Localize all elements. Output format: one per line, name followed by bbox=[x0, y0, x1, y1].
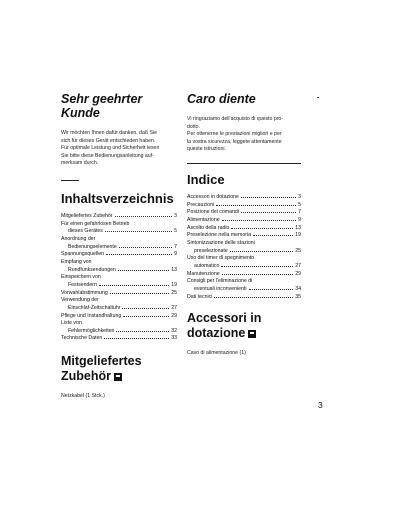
toc-entry-title: automatico bbox=[194, 262, 220, 269]
toc-entry-page: 7 bbox=[298, 209, 301, 216]
toc-entry bbox=[187, 217, 301, 225]
toc-leader-dots bbox=[230, 251, 293, 252]
toc-entry bbox=[187, 232, 301, 240]
toc-entry-title: Pflege und Instandhaltung bbox=[61, 312, 122, 319]
toc-entry-title: Rundfunksendungen bbox=[68, 266, 116, 273]
intro-line: queste istruzioni. bbox=[187, 146, 226, 153]
italian-toc bbox=[187, 194, 301, 301]
toc-entry-page: 33 bbox=[171, 335, 177, 342]
toc-leader-dots bbox=[122, 308, 169, 309]
toc-leader-dots bbox=[249, 289, 294, 290]
toc-entry-page: 19 bbox=[171, 281, 177, 288]
toc-leader-dots bbox=[221, 266, 293, 267]
toc-entry-page: 29 bbox=[295, 270, 301, 277]
section-divider bbox=[187, 163, 301, 164]
toc-leader-dots bbox=[116, 331, 169, 332]
toc-leader-dots bbox=[214, 297, 293, 298]
italian-accessories-item: Cavo di alimentazione (1) bbox=[187, 350, 246, 357]
toc-leader-dots bbox=[231, 228, 293, 229]
german-greeting bbox=[61, 92, 177, 120]
toc-leader-dots bbox=[253, 235, 293, 236]
toc-entry bbox=[187, 271, 301, 279]
print-speck bbox=[317, 97, 319, 98]
toc-leader-dots bbox=[216, 205, 296, 206]
toc-entry bbox=[61, 259, 177, 267]
toc-entry-title: Posizione dei comandi bbox=[187, 209, 239, 216]
toc-entry-page: 32 bbox=[171, 327, 177, 334]
toc-leader-dots bbox=[104, 338, 169, 339]
toc-entry-page: 3 bbox=[298, 193, 301, 200]
toc-entry-title: Dati tecnici bbox=[187, 293, 213, 300]
toc-entry bbox=[61, 236, 177, 244]
toc-entry-page: 34 bbox=[295, 285, 301, 292]
toc-entry bbox=[61, 290, 177, 298]
toc-entry bbox=[187, 278, 301, 286]
toc-entry-page: 13 bbox=[295, 224, 301, 231]
toc-entry-page: 27 bbox=[171, 304, 177, 311]
intro-line: Sie bitte diese Bedienungsanleitung auf- bbox=[61, 152, 154, 159]
accessory-box-icon bbox=[248, 330, 256, 338]
page-number: 3 bbox=[318, 400, 323, 410]
toc-entry bbox=[61, 213, 177, 221]
toc-entry bbox=[61, 251, 177, 259]
italian-greeting: Caro diente bbox=[187, 92, 256, 106]
toc-entry-title: Alimentazione bbox=[187, 216, 220, 223]
toc-entry-page: 7 bbox=[174, 243, 177, 250]
toc-entry bbox=[187, 263, 301, 271]
toc-entry bbox=[61, 313, 177, 321]
toc-entry-page: 9 bbox=[174, 251, 177, 258]
accessory-box-icon bbox=[114, 373, 122, 381]
german-accessories-line1: Mitgeliefertes bbox=[61, 354, 142, 369]
german-accessories-line2: Zubehör bbox=[61, 369, 111, 384]
toc-leader-dots bbox=[115, 216, 172, 217]
toc-entry bbox=[61, 328, 177, 336]
toc-entry-title: dieses Gerätes bbox=[68, 228, 103, 235]
toc-entry-title: Verwendung der bbox=[61, 297, 99, 304]
toc-entry-title: Sintonizzazione delle stazioni bbox=[187, 239, 255, 246]
toc-entry bbox=[187, 194, 301, 202]
german-toc-title: Inhaltsverzeichnis bbox=[61, 190, 174, 206]
italian-accessories-title bbox=[187, 311, 301, 341]
toc-entry-title: Vorwahlabstimmung bbox=[61, 289, 108, 296]
intro-line: Für optimale Leistung und Sicherheit lesen bbox=[61, 145, 160, 152]
toc-entry-page: 25 bbox=[171, 289, 177, 296]
toc-entry-title: Für einen gefahrlosen Betrieb bbox=[61, 220, 130, 227]
toc-entry-title: Spannungsquellen bbox=[61, 251, 104, 258]
toc-entry-title: Preselezione nella memoria bbox=[187, 232, 252, 239]
german-intro bbox=[61, 130, 177, 168]
toc-leader-dots bbox=[118, 270, 169, 271]
german-accessories-item: Netzkabel (1 Stck.) bbox=[61, 393, 105, 400]
toc-entry-title: Einschlaf-Zeitschaltuhr bbox=[68, 304, 121, 311]
toc-leader-dots bbox=[222, 274, 294, 275]
toc-entry bbox=[61, 305, 177, 313]
toc-entry-title: Accessori in dotazione bbox=[187, 193, 239, 200]
toc-entry-title: Uso del timer di spegnimento bbox=[187, 255, 255, 262]
toc-entry bbox=[187, 286, 301, 294]
toc-entry-page: 27 bbox=[295, 262, 301, 269]
toc-entry-page: 3 bbox=[174, 212, 177, 219]
toc-entry bbox=[187, 248, 301, 256]
intro-line: Per ottenerne le prestazioni migliori e per bbox=[187, 131, 282, 138]
toc-leader-dots bbox=[105, 231, 172, 232]
toc-entry bbox=[187, 202, 301, 210]
toc-entry bbox=[61, 228, 177, 236]
toc-leader-dots bbox=[222, 220, 297, 221]
toc-entry-title: Bedienungselemente bbox=[68, 243, 117, 250]
toc-entry bbox=[187, 225, 301, 233]
german-toc bbox=[61, 213, 177, 343]
toc-entry-page: 9 bbox=[298, 216, 301, 223]
toc-leader-dots bbox=[110, 293, 170, 294]
italian-intro bbox=[187, 116, 301, 154]
toc-entry bbox=[61, 244, 177, 252]
toc-entry-title: Mitgeliefertes Zubehör bbox=[61, 212, 113, 219]
german-greeting-line2: Kunde bbox=[61, 106, 100, 120]
toc-entry-page: 5 bbox=[298, 201, 301, 208]
toc-leader-dots bbox=[99, 285, 169, 286]
german-column bbox=[61, 92, 177, 400]
toc-entry bbox=[61, 282, 177, 290]
toc-leader-dots bbox=[106, 254, 172, 255]
toc-entry bbox=[61, 274, 177, 282]
intro-line: merksam durch. bbox=[61, 160, 99, 167]
toc-entry-title: preselezionate bbox=[194, 247, 228, 254]
toc-entry bbox=[61, 221, 177, 229]
toc-entry bbox=[61, 297, 177, 305]
toc-entry-title: Fehlermöglichkeiten bbox=[68, 327, 115, 334]
toc-entry bbox=[61, 267, 177, 275]
toc-entry-title: Precauzioni bbox=[187, 201, 215, 208]
italian-accessories-line2: dotazione bbox=[187, 326, 246, 341]
intro-line: Vi ringraziamo dell'acquisto di questo pro- bbox=[187, 116, 284, 122]
toc-entry-page: 19 bbox=[295, 232, 301, 239]
toc-entry bbox=[61, 335, 177, 343]
italian-column bbox=[187, 92, 301, 357]
toc-entry-title: Liste von bbox=[61, 320, 82, 327]
toc-entry-page: 25 bbox=[295, 247, 301, 254]
intro-line: dotto. bbox=[187, 123, 200, 130]
toc-entry-title: Festsendern bbox=[68, 281, 97, 288]
german-greeting-line1: Sehr geehrter bbox=[61, 92, 143, 106]
toc-entry-title: Consigli per l'eliminazione di bbox=[187, 278, 253, 285]
toc-entry bbox=[187, 209, 301, 217]
toc-entry-title: Ascolto della radio bbox=[187, 224, 230, 231]
toc-entry-title: Technische Daten bbox=[61, 335, 103, 342]
toc-leader-dots bbox=[241, 197, 296, 198]
toc-leader-dots bbox=[119, 247, 172, 248]
toc-entry-title: eventuali inconvenienti bbox=[194, 285, 247, 292]
section-divider bbox=[61, 180, 79, 181]
italian-accessories-line1: Accessori in bbox=[187, 311, 262, 326]
toc-entry-page: 13 bbox=[171, 266, 177, 273]
intro-line: Wir möchten Ihnen dafür danken, daß Sie bbox=[61, 130, 158, 136]
toc-leader-dots bbox=[123, 316, 169, 317]
toc-entry bbox=[187, 255, 301, 263]
toc-entry bbox=[187, 294, 301, 302]
toc-entry-title: Anordnung der bbox=[61, 235, 96, 242]
toc-entry-title: Einspeichern von bbox=[61, 274, 101, 281]
toc-entry bbox=[187, 240, 301, 248]
intro-line: la vostra sicurezza, leggete attentamente bbox=[187, 138, 282, 145]
toc-entry-page: 35 bbox=[295, 293, 301, 300]
toc-entry-title: Manutenzione bbox=[187, 270, 220, 277]
intro-line: sich für dieses Gerät entschieden haben. bbox=[61, 137, 156, 144]
toc-entry-page: 29 bbox=[171, 312, 177, 319]
toc-entry-page: 5 bbox=[174, 228, 177, 235]
toc-entry-title: Empfang von bbox=[61, 258, 92, 265]
german-accessories-title bbox=[61, 354, 177, 384]
toc-entry bbox=[61, 320, 177, 328]
italian-toc-title: Indice bbox=[187, 171, 225, 187]
toc-leader-dots bbox=[241, 212, 296, 213]
